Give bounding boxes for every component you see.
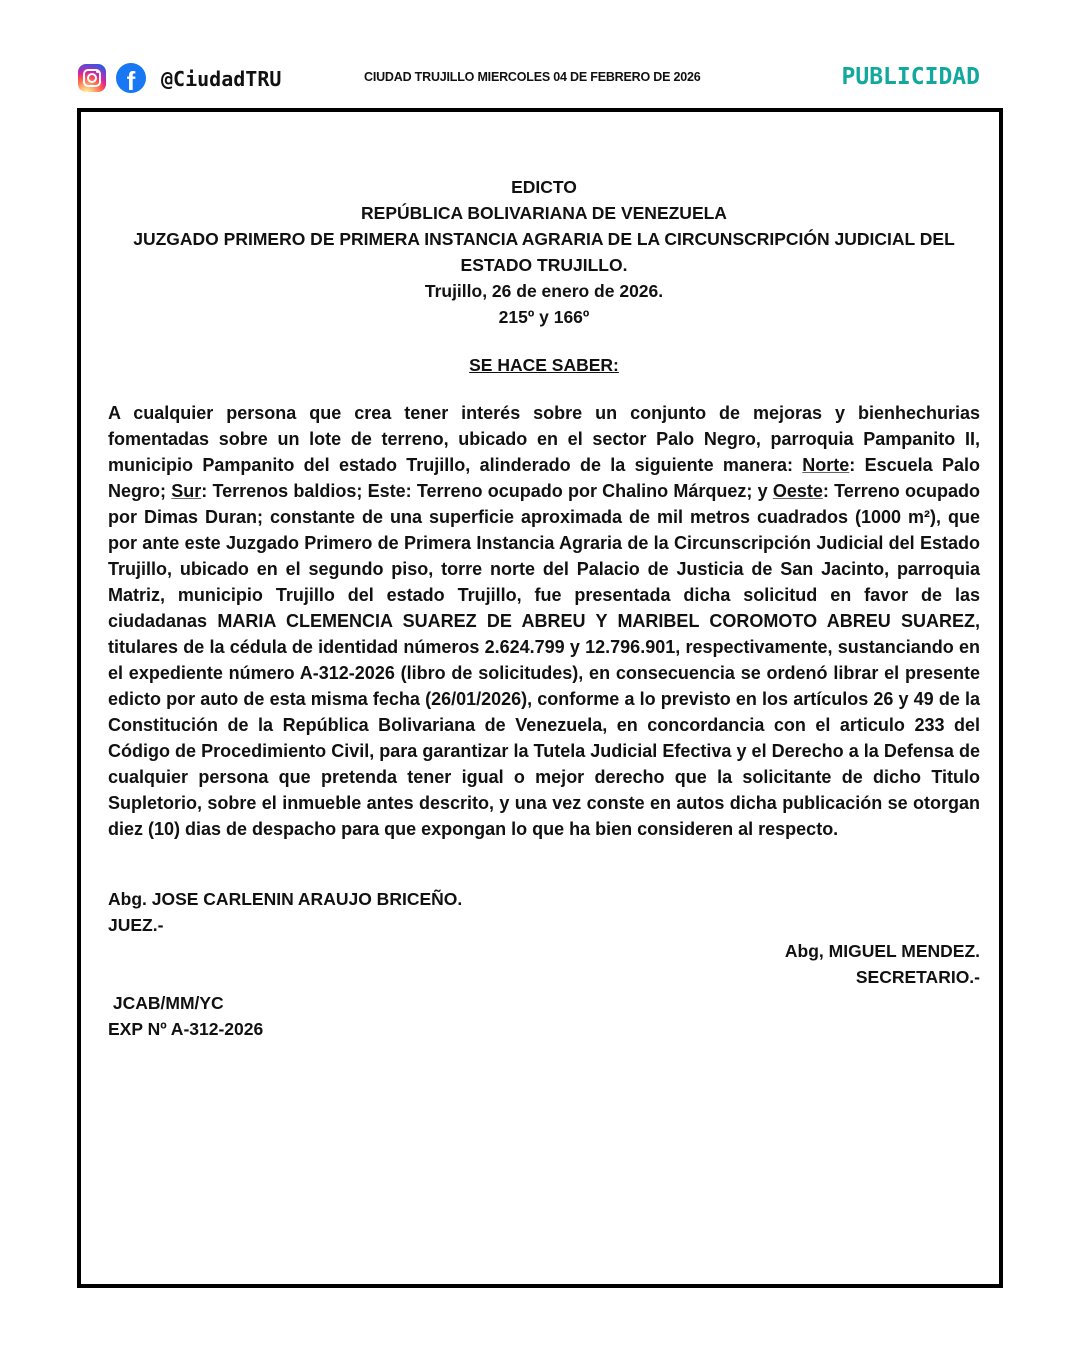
boundary-norte-text: : Escuela Palo Negro;	[108, 455, 980, 501]
judge-title: JUEZ.-	[108, 915, 164, 935]
boundary-norte-label: Norte	[802, 455, 850, 475]
instagram-lens	[87, 73, 97, 83]
secretary-signature	[108, 938, 980, 990]
body-part-1: A cualquier persona que crea tener interés sobre un conjunto de mejoras y bienhechurias fomentadas sobre un lote de terreno, ubicado en el sector Palo Negro, parroquia Pampanito II, municipio Pampanito del estado Trujillo, alinderado de la siguiente manera:	[108, 403, 980, 475]
section-label: PUBLICIDAD	[841, 64, 980, 90]
file-reference	[108, 990, 980, 1042]
file-number: EXP Nº A-312-2026	[108, 1019, 264, 1039]
country-line: REPÚBLICA BOLIVARIANA DE VENEZUELA	[361, 203, 727, 223]
publication-dateline: CIUDAD TRUJILLO MIERCOLES 04 DE FEBRERO DE 2026	[364, 70, 701, 84]
edict-body	[108, 400, 980, 842]
place-date: Trujillo, 26 de enero de 2026.	[424, 281, 664, 301]
reference-initials: JCAB/MM/YC	[108, 993, 224, 1013]
years-line: 215º y 166º	[498, 307, 590, 327]
facebook-icon[interactable]: f	[116, 63, 146, 93]
court-line-1: JUZGADO PRIMERO DE PRIMERA INSTANCIA AGRARIA DE LA CIRCUNSCRIPCIÓN JUDICIAL DEL	[133, 229, 955, 249]
secretary-title: SECRETARIO.-	[855, 967, 980, 987]
edict-title: EDICTO	[511, 177, 577, 197]
boundary-sur-label: Sur	[171, 481, 202, 501]
edict-heading	[108, 174, 980, 330]
body-part-2: : Terreno ocupado por Dimas Duran; constante de una superficie aproximada de mil metros cuadrados (1000 m²), que por ante este Juzgado Primero de Primera Instancia Agraria de la Circunscripción Judicial del Estado Trujillo, ubicado en el segundo piso, torre norte del Palacio de Justicia de San Jacinto, parroquia Matriz, municipio Trujillo del estado Trujillo, fue presentada dicha solicitud en favor de las ciudadanas MARIA CLEMENCIA SUAREZ DE ABREU Y MARIBEL COROMOTO ABREU SUAREZ, titulares de la cédula de identidad números 2.624.799 y 12.796.901, respectivamente, sustanciando en el expediente número A-312-2026 (libro de solicitudes), en consecuencia se ordenó librar el presente edicto por auto de esta misma fecha (26/01/2026), conforme a lo previsto en los artículos 26 y 49 de la Constitución de la República Bolivariana de Venezuela, en concordancia con el articulo 233 del Código de Procedimiento Civil, para garantizar la Tutela Judicial Efectiva y el Derecho a la Defensa de cualquier persona que pretenda tener igual o mejor derecho que la solicitante de dicho Titulo Supletorio, sobre el inmueble antes descrito, y una vez conste en autos dicha publicación se otorgan diez (10) dias de despacho para que expongan lo que ha bien consideren al respecto.	[108, 481, 981, 839]
judge-name: Abg. JOSE CARLENIN ARAUJO BRICEÑO.	[108, 889, 463, 909]
secretary-name: Abg, MIGUEL MENDEZ.	[784, 941, 980, 961]
boundary-sur-text: : Terrenos baldios; Este: Terreno ocupado por Chalino Márquez; y	[201, 481, 773, 501]
court-line-2: ESTADO TRUJILLO.	[460, 255, 628, 275]
judge-signature	[108, 886, 980, 938]
boundary-oeste-label: Oeste	[772, 481, 823, 501]
page-header	[0, 0, 1080, 108]
instagram-icon[interactable]	[78, 64, 106, 92]
instagram-flash-dot	[96, 70, 99, 73]
notice-label: SE HACE SABER:	[469, 355, 619, 375]
edict-content	[108, 174, 980, 1042]
social-handle[interactable]: @CiudadTRU	[161, 67, 282, 91]
